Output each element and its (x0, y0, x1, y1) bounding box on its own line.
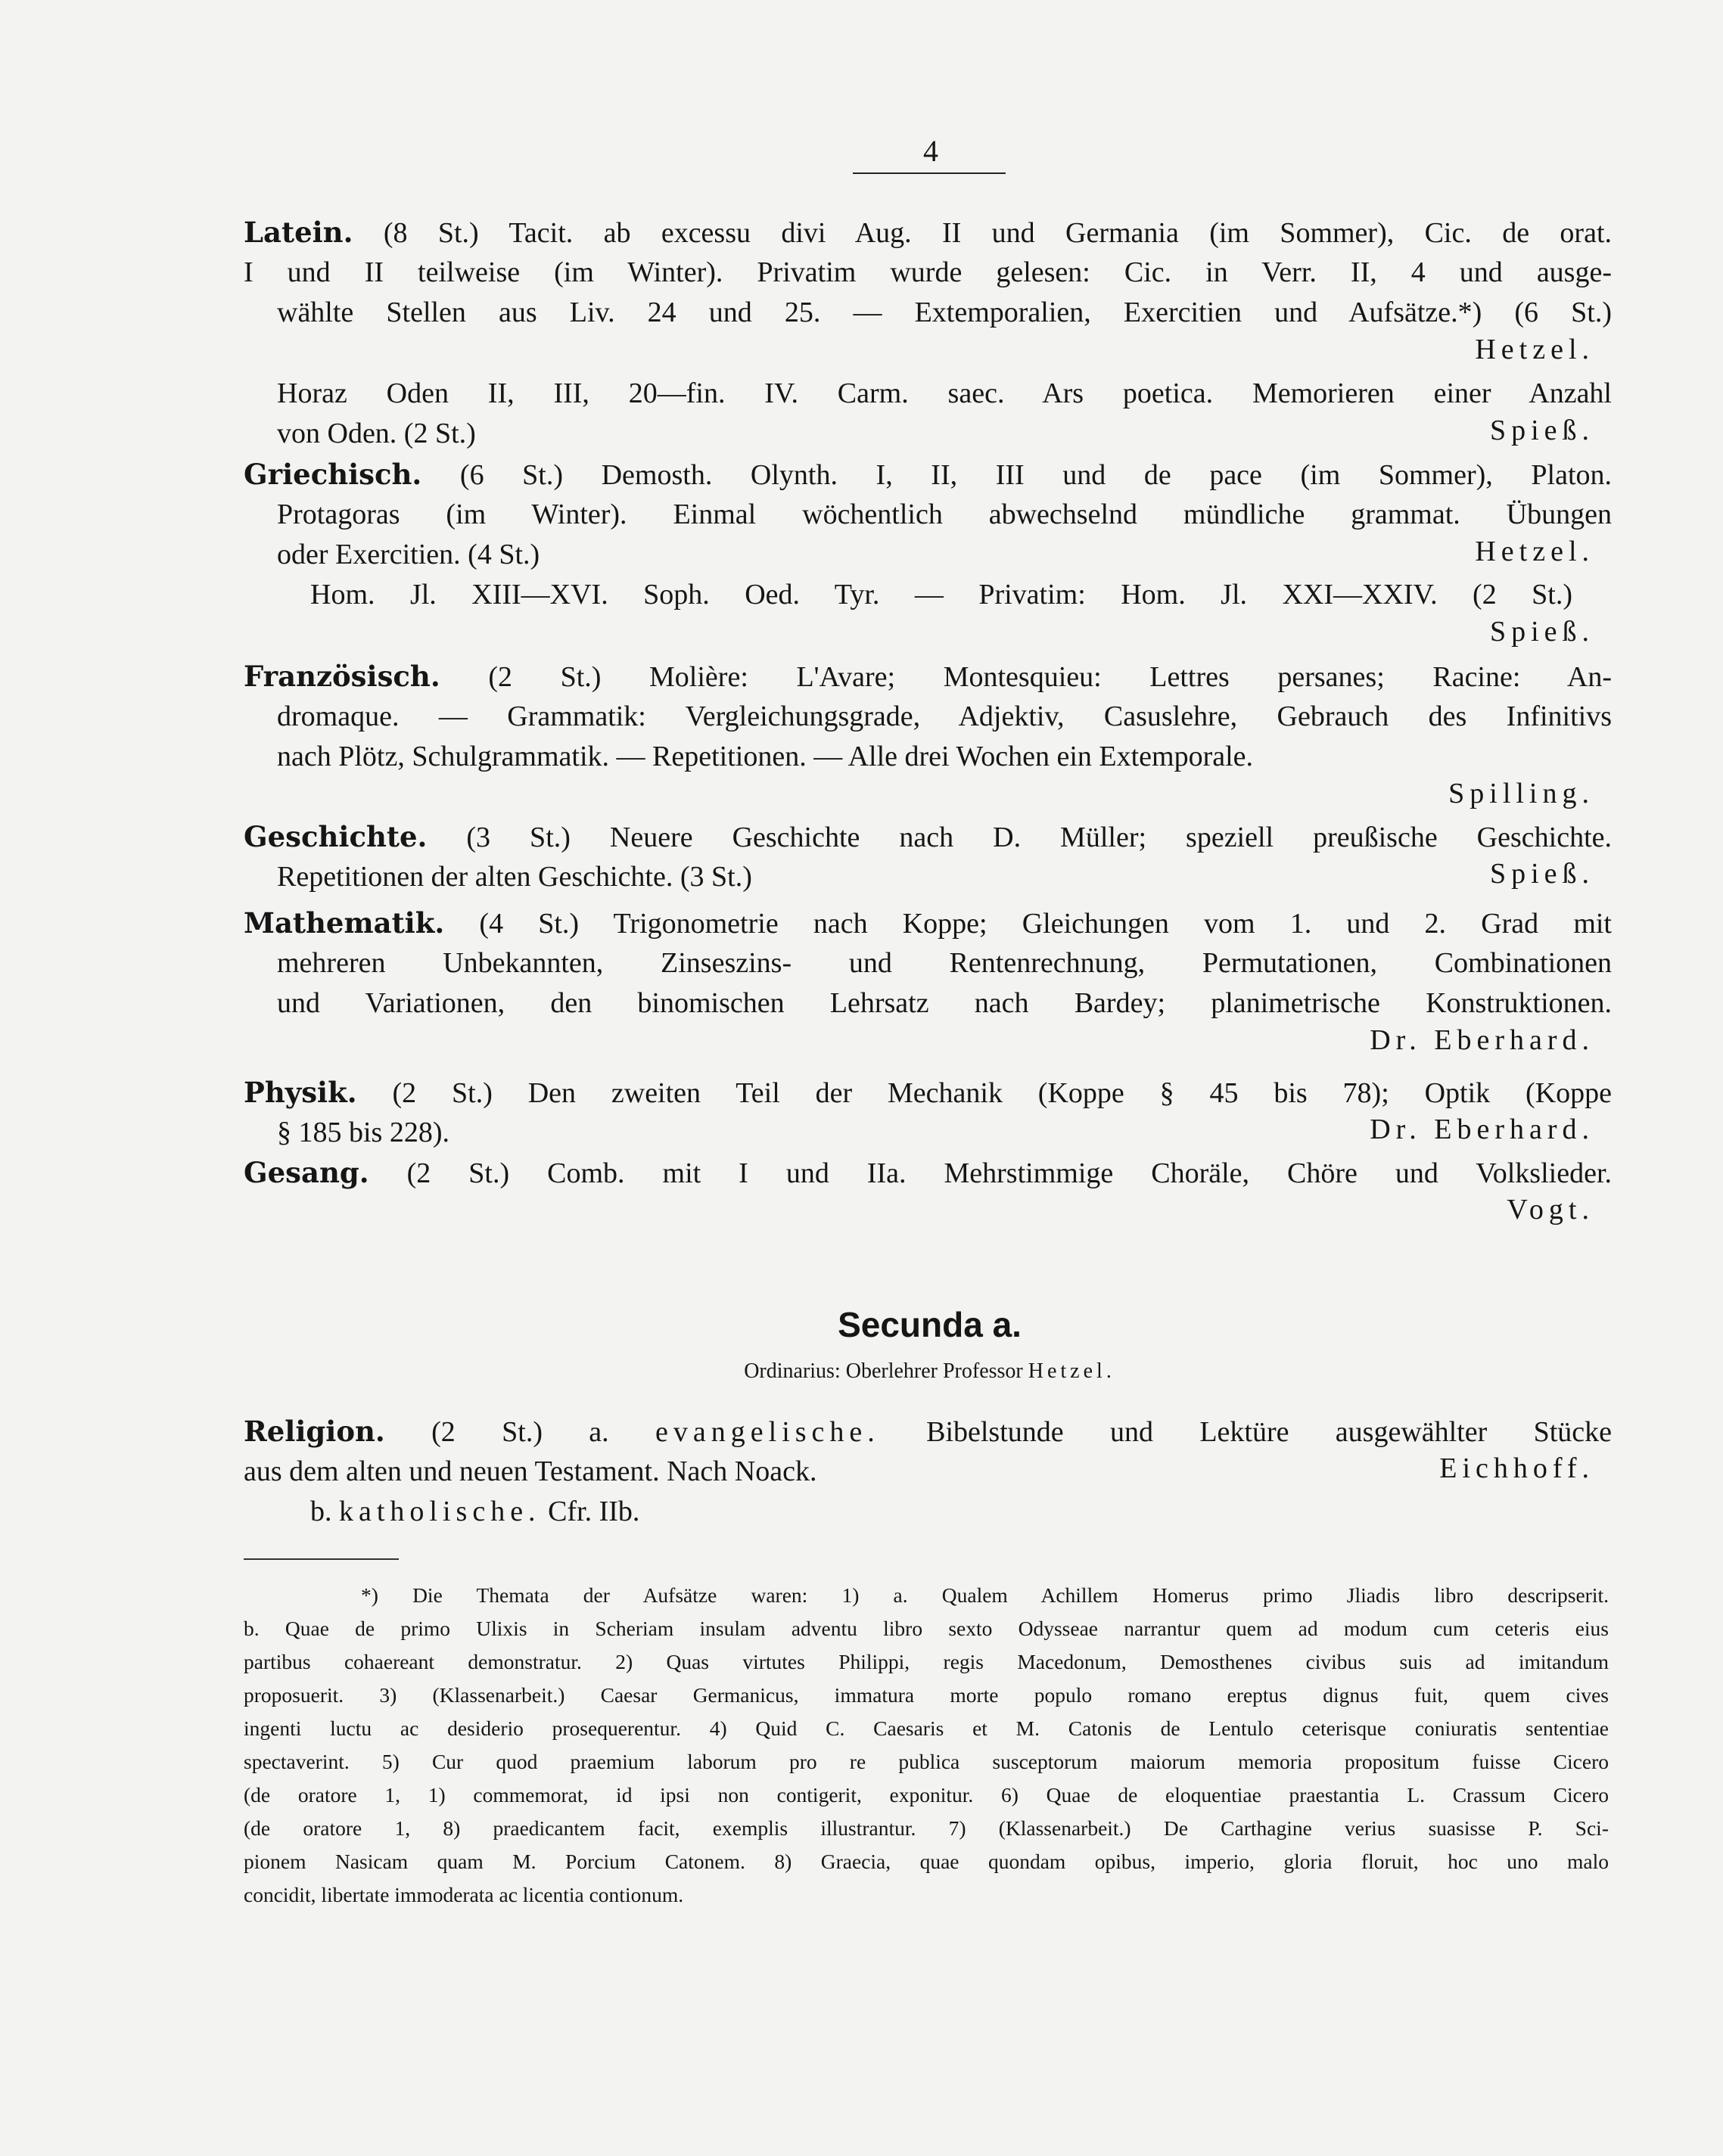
ordinarius-line (0, 1359, 1723, 1384)
teacher-vogt: Vogt. (1507, 1194, 1594, 1226)
section-title: Secunda a. (838, 1305, 1022, 1344)
footnote-line: spectaverint. 5) Cur quod praemium laborum pro re publica susceptorum maiorum memoria propositum fuisse Cicero (244, 1750, 1609, 1773)
ordinarius-label: Ordinarius: Oberlehrer Professor (744, 1359, 1023, 1383)
subject-religion: Religion. (244, 1415, 385, 1448)
griechisch-line-4: Hom. Jl. XIII—XVI. Soph. Oed. Tyr. — Privatim: Hom. Jl. XXI—XXIV. (2 St.) (310, 579, 1572, 610)
latein-line-1 (244, 213, 1612, 253)
franz-text-1: (2 St.) Molière: L'Avare; Montesquieu: Lettres persanes; Racine: An- (488, 661, 1613, 693)
gesch-text-1: (3 St.) Neuere Geschichte nach D. Müller; speziell preußische Geschichte. (466, 822, 1612, 853)
teacher-eberhard: Dr. Eberhard. (1370, 1024, 1594, 1056)
gesch-line-1 (244, 817, 1612, 858)
physik-text-1: (2 St.) Den zweiten Teil der Mechanik (Koppe § 45 bis 78); Optik (Koppe (392, 1077, 1612, 1109)
subject-mathematik: Mathematik. (244, 906, 445, 940)
subject-physik: Physik. (244, 1076, 357, 1109)
ordinarius-name: Hetzel. (1028, 1359, 1115, 1383)
physik-line-1 (244, 1073, 1612, 1114)
teacher-spiess: Spieß. (1489, 415, 1594, 446)
math-text-1: (4 St.) Trigonometrie nach Koppe; Gleichungen vom 1. und 2. Grad mit (479, 908, 1612, 940)
griechisch-text-1: (6 St.) Demosth. Olynth. I, II, III und de pace (im Sommer), Platon. (459, 459, 1613, 491)
griechisch-line-3: oder Exercitien. (4 St.) (277, 539, 540, 570)
footnote-line: ingenti luctu ac desiderio prosequerentur. 4) Quid C. Caesaris et M. Catonis de Lentulo ceterisque coniuratis sententiae (244, 1716, 1609, 1740)
teacher-hetzel: Hetzel. (1475, 536, 1594, 567)
subject-geschichte: Geschichte. (244, 820, 428, 853)
footnote-line: (de oratore 1, 8) praedicantem facit, exemplis illustrantur. 7) (Klassenarbeit.) De Carthagine verius suasisse P. Sci- (244, 1816, 1609, 1840)
subject-franzoesisch: Französisch. (244, 660, 440, 693)
subject-griechisch: Griechisch. (244, 458, 422, 491)
teacher-spiess: Spieß. (1489, 858, 1594, 890)
religion-katholisch: katholische. (339, 1496, 541, 1527)
latein-line-6: von Oden. (2 St.) (277, 418, 476, 449)
footnote-line: pionem Nasicam quam M. Porcium Catonem. 8) Graecia, quae quondam opibus, imperio, gloria floruit, hoc uno malo (244, 1850, 1609, 1873)
franz-line-1 (244, 657, 1612, 697)
religion-text-3: Cfr. IIb. (548, 1496, 640, 1527)
teacher-spilling: Spilling. (1448, 778, 1594, 809)
religion-b: b. (310, 1496, 332, 1527)
header-rule (853, 172, 1006, 174)
footnote-line: *) Die Themata der Aufsätze waren: 1) a. Qualem Achillem Homerus primo Jliadis libro descripserit. (361, 1583, 1609, 1607)
subject-gesang: Gesang. (244, 1156, 369, 1189)
page-number: 4 (923, 134, 938, 168)
teacher-spiess: Spieß. (1489, 616, 1594, 648)
griechisch-line-2: Protagoras (im Winter). Einmal wöchentlich abwechselnd mündliche grammat. Übungen (277, 499, 1612, 530)
footnote-line: concidit, libertate immoderata ac licentia contionum. (244, 1883, 684, 1906)
gesang-text-1: (2 St.) Comb. mit I und IIa. Mehrstimmige Choräle, Chöre und Volkslieder. (406, 1157, 1613, 1189)
subject-latein: Latein. (244, 216, 353, 249)
footnote-line: b. Quae de primo Ulixis in Scheriam insulam adventu libro sexto Odysseae narrantur quem ad modum cum ceteris eius (244, 1617, 1609, 1640)
teacher-hetzel: Hetzel. (1475, 334, 1594, 365)
religion-text-1: Bibelstunde und Lektüre ausgewählter Stücke (926, 1416, 1613, 1448)
gesang-line-1 (244, 1153, 1612, 1194)
footnote-rule (244, 1558, 399, 1560)
teacher-eichhoff: Eichhoff. (1439, 1452, 1594, 1484)
latein-line-3: wählte Stellen aus Liv. 24 und 25. — Extemporalien, Exercitien und Aufsätze.*) (6 St.) (277, 297, 1612, 328)
footnote-line: partibus cohaereant demonstratur. 2) Quas virtutes Philippi, regis Macedonum, Demosthenes civibus suis ad imitandum (244, 1650, 1609, 1673)
latein-text-1: (8 St.) Tacit. ab excessu divi Aug. II und Germania (im Sommer), Cic. de orat. (383, 217, 1613, 249)
gesch-line-2: Repetitionen der alten Geschichte. (3 St.) (277, 861, 752, 893)
religion-line-2: aus dem alten und neuen Testament. Nach Noack. (244, 1455, 817, 1487)
footnote-line: (de oratore 1, 1) commemorat, id ipsi non contigerit, exponitur. 6) Quae de eloquentiae praestantia L. Crassum Cicero (244, 1783, 1609, 1807)
religion-line-1 (244, 1412, 1612, 1452)
franz-line-3: nach Plötz, Schulgrammatik. — Repetitionen. — Alle drei Wochen ein Extemporale. (277, 741, 1254, 772)
religion-hours: (2 St.) a. (431, 1416, 609, 1448)
footnote-line: proposuerit. 3) (Klassenarbeit.) Caesar Germanicus, immatura morte populo romano ereptus dignus fuit, quem cives (244, 1683, 1609, 1707)
teacher-eberhard: Dr. Eberhard. (1370, 1114, 1594, 1145)
religion-evangelisch: evangelische. (655, 1416, 880, 1448)
math-line-1 (244, 903, 1612, 944)
franz-line-2: dromaque. — Grammatik: Vergleichungsgrade, Adjektiv, Casuslehre, Gebrauch des Infinitivs (277, 701, 1612, 732)
griechisch-line-1 (244, 455, 1612, 496)
math-line-2: mehreren Unbekannten, Zinseszins- und Rentenrechnung, Permutationen, Combinationen (277, 947, 1612, 979)
math-line-3: und Variationen, den binomischen Lehrsatz nach Bardey; planimetrische Konstruktionen. (277, 987, 1612, 1019)
latein-line-2: I und II teilweise (im Winter). Privatim wurde gelesen: Cic. in Verr. II, 4 und ausge- (244, 256, 1612, 288)
religion-line-3 (310, 1492, 1645, 1532)
latein-line-5: Horaz Oden II, III, 20—fin. IV. Carm. saec. Ars poetica. Memorieren einer Anzahl (277, 377, 1612, 409)
physik-line-2: § 185 bis 228). (277, 1117, 449, 1148)
